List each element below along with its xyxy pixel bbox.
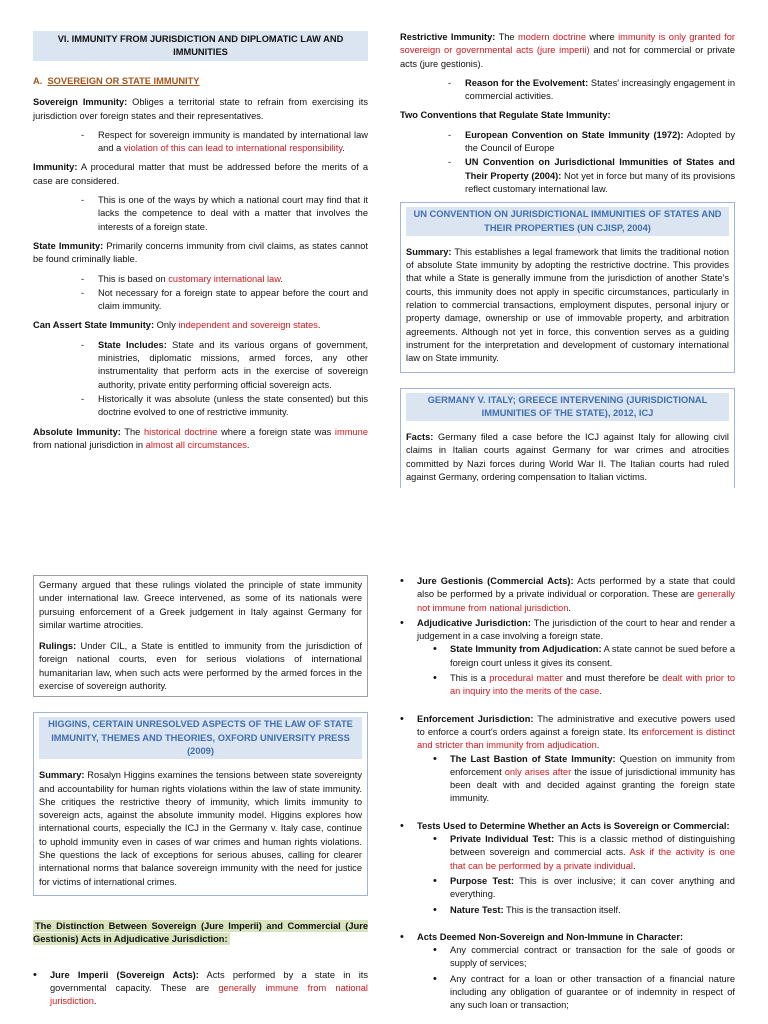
restrictive-list bbox=[448, 77, 735, 104]
list-item: • Acts Deemed Non-Sovereign and Non-Immune in Character: • Any commercial contract or transaction for the sale of goods or supply of services; • Any contract for a loan or other transaction of a financial nature including any obligation of guarantee or of indemnity in respect of any such loan or transaction; bbox=[400, 931, 735, 1013]
box-body: Summary: Rosalyn Higgins examines the tensions between state sovereignty and accountability for human rights violations within the law of state immunity. She critiques the restrictive theory of immunity, which limits immunity to sovereign acts, against the absolute immunity model. Higgins explores how international courts, especially the ICJ in the Germany v. Italy case, continue to uphold immunity even in cases of war crimes and human rights violations. She questions the lack of exceptions for serious abuses, calling for clearer international norms that balance sovereign immunity with the need for justice for victims of international crimes. bbox=[39, 770, 362, 887]
list-item: - Reason for the Evolvement: States' increasingly engagement in commercial activities. bbox=[448, 77, 735, 104]
immunity-list bbox=[81, 194, 368, 234]
sovereign-immunity-list bbox=[81, 129, 368, 156]
box-title: UN CONVENTION ON JURISDICTIONAL IMMUNITIES OF STATES AND THEIR PROPERTIES (UN CJISP, 2004) bbox=[406, 207, 729, 236]
distinction-heading: The Distinction Between Sovereign (Jure Imperii) and Commercial (Jure Gestionis) Acts in Adjudicative Jurisdiction: bbox=[33, 920, 368, 945]
sovereign-immunity-definition: Sovereign Immunity: Obliges a territorial state to refrain from exercising its jurisdiction over foreign states and their representatives. bbox=[33, 97, 369, 121]
list-item: - This is based on customary international law. bbox=[81, 273, 368, 286]
top-left-column bbox=[33, 31, 368, 458]
list-item: - UN Convention on Jurisdictional Immunities of States and Their Property (2004): Not yet in force but many of its provisions reflect customary international law. bbox=[448, 156, 735, 196]
box-title: HIGGINS, CERTAIN UNRESOLVED ASPECTS OF THE LAW OF STATE IMMUNITY, THEMES AND THEORIES, OXFORD UNIVERSITY PRESS (2009) bbox=[39, 717, 362, 759]
section-a-heading: A. SOVEREIGN OR STATE IMMUNITY bbox=[33, 76, 200, 86]
germany-v-italy-box bbox=[400, 388, 735, 489]
list-item: • Tests Used to Determine Whether an Acts is Sovereign or Commercial: • Private Individual Test: This is a classic method of distinguishing between sovereign and commercial acts. Ask if the activity is one that can be performed by a private individual. • Purpose Test: This is over inclusive; it can cover anything and everything. • Nature Test: This is the transaction itself. bbox=[400, 820, 735, 917]
bottom-left-column bbox=[33, 575, 368, 1014]
two-conventions-heading: Two Conventions that Regulate State Immunity: bbox=[400, 110, 611, 121]
higgins-summary-box bbox=[33, 712, 368, 896]
jurisdiction-list bbox=[400, 575, 735, 699]
list-item: • Jure Imperii (Sovereign Acts): Acts performed by a state in its governmental capacity. These are generally immune from national jurisdiction. bbox=[33, 969, 368, 1009]
list-item: - State Includes: State and its various organs of government, ministries, diplomatic missions, armed forces, any other instrumentality that perform acts in the exercise of sovereign authority, private entity performing official sovereign acts. bbox=[81, 339, 368, 392]
assert-immunity-definition: Can Assert State Immunity: Only independent and sovereign states. bbox=[33, 320, 321, 331]
list-item: • State Immunity from Adjudication: A state cannot be sued before a foreign court unless it gives its consent. bbox=[433, 643, 735, 670]
box-body: Germany argued that these rulings violated the principle of state immunity under international law. Greece intervened, as some of its nationals were pursuing enforcement of a Greek judgement in Italy against Germany for similar wartime atrocities. bbox=[39, 580, 362, 630]
restrictive-immunity-definition: Restrictive Immunity: The modern doctrine where immunity is only granted for sovereign or governmental acts (jure imperii) and not for commercial or private acts (jure gestionis). bbox=[400, 32, 736, 69]
conventions-list bbox=[448, 129, 735, 196]
list-item: • Enforcement Jurisdiction: The administrative and executive powers used to enforce a court's orders against a foreign state. Its enforcement is distinct and stricter than immunity from adjudication. • The Last Bastion of State Immunity: Question on immunity from enforcement only arises after the issue of jurisdictional immunity has been dealt with and decided against granting the foreign state immunity. bbox=[400, 713, 735, 806]
list-item: • Private Individual Test: This is a classic method of distinguishing between sovereign and commercial acts. Ask if the activity is one that can be performed by a private individual. bbox=[433, 833, 735, 873]
state-immunity-definition: State Immunity: Primarily concerns immunity from civil claims, as states cannot be found criminally liable. bbox=[33, 240, 368, 265]
jure-imperii-list bbox=[33, 969, 368, 1009]
bottom-right-column bbox=[400, 575, 735, 1019]
enforcement-list bbox=[400, 713, 735, 806]
list-item: • Adjudicative Jurisdiction: The jurisdiction of the court to hear and render a judgement in a case involving a foreign state. • State Immunity from Adjudication: A state cannot be sued before a foreign court unless it gives its consent. • This is a procedural matter and must therefore be dealt with prior to an inquiry into the merits of the case. bbox=[400, 617, 735, 699]
list-item: • Nature Test: This is the transaction itself. bbox=[433, 904, 735, 917]
un-cjisp-summary-box bbox=[400, 202, 735, 372]
list-item: • This is a procedural matter and must therefore be dealt with prior to an inquiry into the merits of the case. bbox=[433, 672, 735, 699]
non-sovereign-acts-list bbox=[400, 931, 735, 1013]
germany-v-italy-continued-box bbox=[33, 575, 368, 697]
chapter-heading: VI. IMMUNITY FROM JURISDICTION AND DIPLOMATIC LAW AND IMMUNITIES bbox=[33, 31, 368, 61]
list-item: • Any contract for a loan or other transaction of a financial nature including any obligation of guarantee or of indemnity in respect of any such loan or transaction; bbox=[433, 973, 735, 1013]
list-item: • The Last Bastion of State Immunity: Question on immunity from enforcement only arises after the issue of jurisdictional immunity has been dealt with and decided against granting the foreign state immunity. bbox=[433, 753, 735, 806]
top-right-column bbox=[400, 31, 735, 488]
list-item: - Respect for sovereign immunity is mandated by international law and a violation of this can lead to international responsibility. bbox=[81, 129, 368, 156]
list-item: - This is one of the ways by which a national court may find that it lacks the competence to deal with a matter that involves the interests of a foreign state. bbox=[81, 194, 368, 234]
state-includes-list bbox=[81, 339, 368, 420]
section-a-title: SOVEREIGN OR STATE IMMUNITY bbox=[47, 76, 200, 86]
list-item: • Jure Gestionis (Commercial Acts): Acts performed by a state that could also be performed by a private individual or corporation. These are generally not immune from national jurisdiction. bbox=[400, 575, 735, 615]
state-immunity-list bbox=[81, 273, 368, 314]
absolute-immunity-definition: Absolute Immunity: The historical doctrine where a foreign state was immune from national jurisdiction in almost all circumstances. bbox=[33, 426, 368, 450]
box-body: Facts: Germany filed a case before the ICJ against Italy for allowing civil claims in Italian courts against Germany for war crimes and atrocities committed by Nazi forces during World War II. The Italian courts had ruled against Germany, ordering compensation to Italian victims. bbox=[406, 432, 729, 483]
list-item: - Not necessary for a foreign state to appear before the court and claim immunity. bbox=[81, 287, 368, 314]
immunity-definition: Immunity: A procedural matter that must be addressed before the merits of a case are considered. bbox=[33, 162, 368, 186]
list-item: • Any commercial contract or transaction for the sale of goods or supply of services; bbox=[433, 944, 735, 971]
rulings-text: Rulings: Under CIL, a State is entitled to immunity from the jurisdiction of foreign national courts, even for serious violations of international humanitarian law, when such acts were performed by the armed forces in the exercise of sovereign authority. bbox=[39, 641, 362, 692]
list-item: • Purpose Test: This is over inclusive; it can cover anything and everything. bbox=[433, 875, 735, 902]
tests-list bbox=[400, 820, 735, 917]
list-item: - European Convention on State Immunity (1972): Adopted by the Council of Europe bbox=[448, 129, 735, 156]
box-body: Summary: This establishes a legal framework that limits the traditional notion of absolute State immunity by adopting the restrictive doctrine. This provides that while a State is generally immune from the jurisdiction of another State's courts, this immunity does not apply in specific circumstances, particularly in relation to commercial transactions, employment disputes, personal injury or property damage, ownership or use of immovable property, and arbitration agreements. Although not yet in force, this convention serves as a guiding instrument for the interpretation and development of customary international law on State immunity. bbox=[406, 246, 729, 364]
list-item: - Historically it was absolute (unless the state consented) but this doctrine evolved to one of restrictive immunity. bbox=[81, 393, 368, 420]
box-title: GERMANY V. ITALY; GREECE INTERVENING (JURISDICTIONAL IMMUNITIES OF THE STATE), 2012, ICJ bbox=[406, 393, 729, 422]
